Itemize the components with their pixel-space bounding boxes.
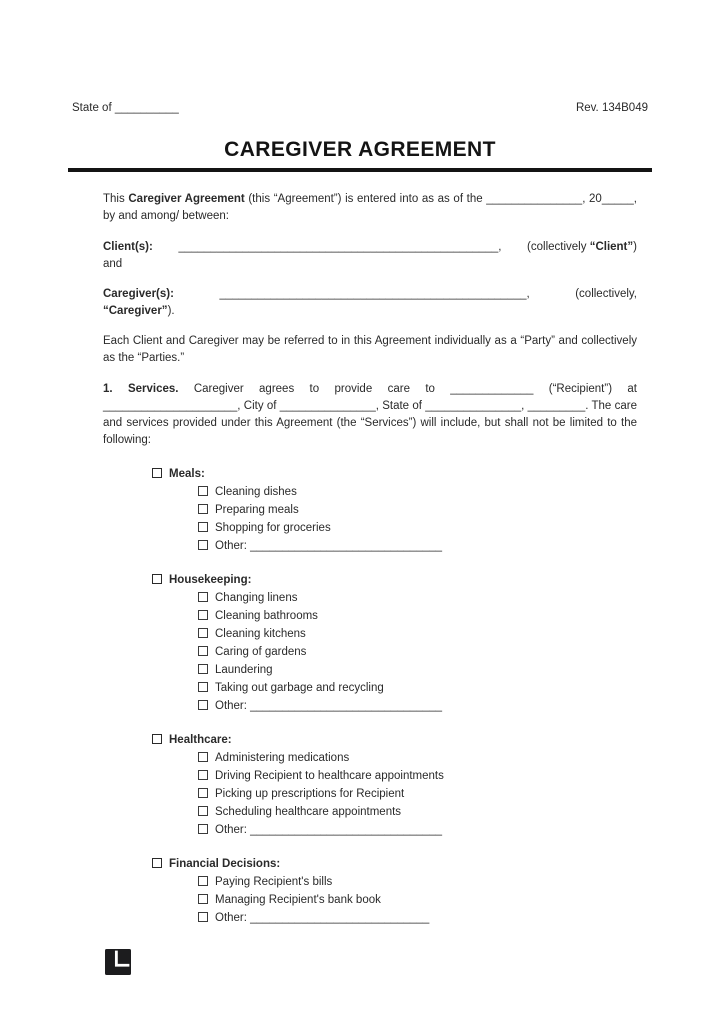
- caregiver-block: [103, 286, 637, 320]
- checklist-item: [198, 483, 637, 501]
- service-group-financial-decisions: [152, 855, 637, 927]
- checklist-item-label: Changing linens: [215, 592, 298, 604]
- client-coll-bold: “Client”: [589, 241, 634, 253]
- checkbox-icon: [198, 664, 208, 674]
- checkbox-icon: [152, 734, 162, 744]
- document-body: [103, 191, 637, 927]
- group-header: [152, 465, 637, 483]
- checkbox-icon: [198, 894, 208, 904]
- checkbox-icon: [198, 610, 208, 620]
- and-label: and: [103, 258, 123, 270]
- checklist-item: [198, 749, 637, 767]
- parties-paragraph: Each Client and Caregiver may be referred to in this Agreement individually as a “Party” and collectively as the “Parties.”: [103, 335, 637, 364]
- client-block: [103, 239, 637, 273]
- services-paragraph: [103, 381, 637, 449]
- group-label: Financial Decisions:: [169, 858, 281, 870]
- checkbox-icon: [198, 824, 208, 834]
- checklist-item: [198, 501, 637, 519]
- checkbox-icon: [198, 540, 208, 550]
- checkbox-icon: [198, 486, 208, 496]
- client-coll-pre: (collectively: [527, 241, 590, 253]
- intro-pre: This: [103, 193, 129, 205]
- checkbox-icon: [198, 788, 208, 798]
- caregiver-coll-bold: “Caregiver”: [103, 305, 168, 317]
- checklist-item: [198, 679, 637, 697]
- service-group-healthcare: [152, 731, 637, 839]
- legal-templates-logo-icon: [105, 949, 131, 975]
- checklist-item-label: Paying Recipient's bills: [215, 876, 333, 888]
- caregiver-coll-post: ).: [167, 305, 175, 317]
- checklist-item-label: Other: ____________________________: [215, 912, 430, 924]
- client-row: [103, 239, 637, 256]
- checkbox-icon: [198, 646, 208, 656]
- group-header: [152, 571, 637, 589]
- title-block: [68, 138, 652, 172]
- checklist-item-label: Scheduling healthcare appointments: [215, 806, 402, 818]
- checkbox-icon: [198, 806, 208, 816]
- intro-paragraph: [103, 191, 637, 225]
- page-title: CAREGIVER AGREEMENT: [224, 138, 496, 161]
- caregiver-collectively-pre: (collectively,: [575, 288, 637, 300]
- checklist-item-label: Other: ______________________________: [215, 824, 443, 836]
- group-label: Healthcare:: [169, 734, 232, 746]
- checklist-item-label: Other: ______________________________: [215, 540, 443, 552]
- checklist-item: [198, 891, 637, 909]
- checklist-item: [198, 589, 637, 607]
- checklist-item-label: Administering medications: [215, 752, 350, 764]
- checklist-item-other: [198, 909, 637, 927]
- checkbox-icon: [198, 876, 208, 886]
- checkbox-icon: [198, 504, 208, 514]
- checklist-item-label: Taking out garbage and recycling: [215, 682, 384, 694]
- intro-post: (this “Agreement”) is entered into as as of the _______________, 20_____, by and among/ between:: [103, 193, 637, 222]
- checklist-item-other: [198, 537, 637, 555]
- client-coll-post: ): [633, 241, 637, 253]
- caregiver-name-blank: ________________________________________________,: [219, 288, 530, 300]
- checklist-item: [198, 661, 637, 679]
- checklist-item: [198, 625, 637, 643]
- checkbox-icon: [198, 700, 208, 710]
- checklist-item-label: Other: ______________________________: [215, 700, 443, 712]
- checkbox-icon: [198, 752, 208, 762]
- checkbox-icon: [198, 628, 208, 638]
- service-group-meals: [152, 465, 637, 555]
- checklist-item-label: Laundering: [215, 664, 273, 676]
- group-label: Meals:: [169, 468, 205, 480]
- client-collectively: [527, 239, 637, 256]
- checklist-item: [198, 519, 637, 537]
- checklist-item-label: Picking up prescriptions for Recipient: [215, 788, 405, 800]
- client-label: Client(s):: [103, 241, 153, 253]
- checkbox-icon: [198, 682, 208, 692]
- checklist-item: [198, 873, 637, 891]
- checklist-item-label: Preparing meals: [215, 504, 299, 516]
- checklist-item: [198, 767, 637, 785]
- checklist-item-label: Managing Recipient's bank book: [215, 894, 381, 906]
- checklist-item: [198, 607, 637, 625]
- checkbox-icon: [198, 770, 208, 780]
- group-header: [152, 855, 637, 873]
- services-body: Caregiver agrees to provide care to _____________ (“Recipient”) at _____________________, City of _______________, State of _______________, _________. The care and services provided under this Agreement (the “Services”) will include, but shall not be limited to the following:: [103, 383, 637, 446]
- services-heading: 1. Services.: [103, 383, 179, 395]
- group-label: Housekeeping:: [169, 574, 252, 586]
- checkbox-icon: [152, 858, 162, 868]
- caregiver-label: Caregiver(s):: [103, 288, 174, 300]
- caregiver-row: [103, 286, 637, 303]
- checklist-item-label: Cleaning dishes: [215, 486, 297, 498]
- checkbox-icon: [198, 522, 208, 532]
- checklist-item-label: Cleaning kitchens: [215, 628, 306, 640]
- checkbox-icon: [152, 468, 162, 478]
- checklist-item: [198, 785, 637, 803]
- checkbox-icon: [198, 592, 208, 602]
- state-of-label: State of __________: [72, 102, 179, 114]
- checklist-item: [198, 643, 637, 661]
- document-header: [0, 0, 720, 117]
- client-name-blank: __________________________________________________,: [178, 241, 502, 253]
- checklist-item-label: Cleaning bathrooms: [215, 610, 318, 622]
- checkbox-icon: [152, 574, 162, 584]
- checklist-item-other: [198, 697, 637, 715]
- services-checklist: [152, 465, 637, 927]
- revision-label: Rev. 134B049: [575, 102, 648, 114]
- checkbox-icon: [198, 912, 208, 922]
- checklist-item-other: [198, 821, 637, 839]
- checklist-item: [198, 803, 637, 821]
- checklist-item-label: Caring of gardens: [215, 646, 307, 658]
- title-rule: [68, 168, 652, 172]
- service-group-housekeeping: [152, 571, 637, 715]
- group-header: [152, 731, 637, 749]
- intro-bold: Caregiver Agreement: [128, 193, 245, 205]
- caregiver-collectively-line2: [103, 303, 637, 320]
- checklist-item-label: Driving Recipient to healthcare appointments: [215, 770, 444, 782]
- checklist-item-label: Shopping for groceries: [215, 522, 331, 534]
